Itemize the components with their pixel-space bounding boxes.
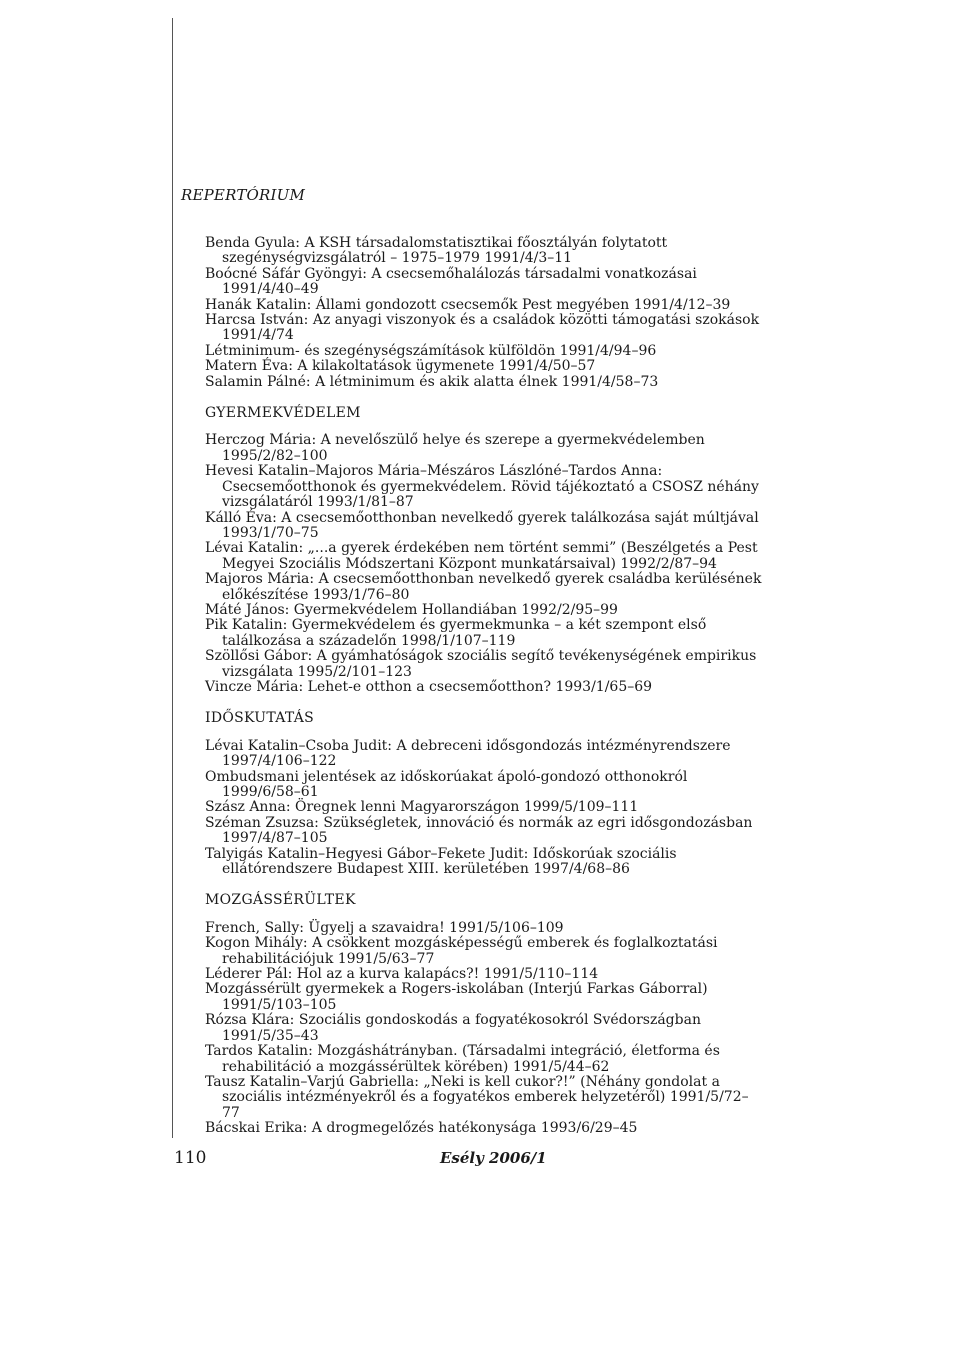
list-item: Harcsa István: Az anyagi viszonyok és a családok közötti támogatási szokások 1991/4/74	[205, 312, 760, 344]
list-item: Mozgássérült gyermekek a Rogers-iskolában (Interjú Farkas Gáborral) 1991/5/103–105	[205, 981, 708, 1013]
list-item: Majoros Mária: A csecsemőotthonban nevelkedő gyerek családba kerülésének előkészítése 1993/1/76–80	[205, 571, 762, 603]
list-item: Hanák Katalin: Állami gondozott csecsemők Pest megyében 1991/4/12–39	[205, 296, 731, 313]
page-header: REPERTÓRIUM	[181, 186, 306, 204]
list-item: Kálló Éva: A csecsemőotthonban nevelkedő gyerek találkozása saját múltjával 1993/1/70–75	[205, 509, 759, 541]
repertory-content	[205, 236, 765, 1137]
list-item: Salamin Pálné: A létminimum és akik alatta élnek 1991/4/58–73	[205, 373, 659, 390]
list-item: Léderer Pál: Hol az a kurva kalapács?! 1991/5/110–114	[205, 966, 599, 983]
list-item: Benda Gyula: A KSH társadalomstatisztikai főosztályán folytatott szegénységvizsgálatról – 1975–1979 1991/4/3–11	[205, 235, 668, 267]
section-general	[205, 236, 765, 390]
list-item: Létminimum- és szegénységszámítások külföldön 1991/4/94–96	[205, 342, 657, 359]
list-item: Vincze Mária: Lehet-e otthon a csecsemőotthon? 1993/1/65–69	[205, 678, 653, 695]
list-item: Bácskai Erika: A drogmegelőzés hatékonysága 1993/6/29–45	[205, 1120, 638, 1137]
list-item: Rózsa Klára: Szociális gondoskodás a fogyatékosokról Svédországban 1991/5/35–43	[205, 1012, 701, 1044]
list-item: Kogon Mihály: A csökkent mozgásképességű emberek és foglalkoztatási rehabilitációjuk 1991/5/63–77	[205, 935, 718, 967]
journal-name: Esély 2006/1	[440, 1149, 547, 1167]
list-item: Boócné Sáfár Gyöngyi: A csecsemőhalálozás társadalmi vonatkozásai 1991/4/40–49	[205, 265, 697, 298]
list-item: French, Sally: Ügyelj a szavaidra! 1991/5/106–109	[205, 919, 564, 936]
margin-rule	[172, 18, 173, 1138]
section-title: MOZGÁSSÉRÜLTEK	[205, 892, 356, 909]
list-item: Tausz Katalin–Varjú Gabriella: „Neki is kell cukor?!” (Néhány gondolat a szociális intézményekről és a fogyatékos emberek helyzetéről) 1991/5/72–77	[205, 1073, 749, 1121]
list-item: Lévai Katalin: „...a gyerek érdekében nem történt semmi” (Beszélgetés a Pest Megyei Szociális Módszertani Központ munkatársaival) 1992/2/87–94	[205, 540, 758, 572]
page-number: 110	[174, 1148, 207, 1168]
list-item: Szöllősi Gábor: A gyámhatóságok szociális segítő tevékenységének empirikus vizsgálata 1995/2/101–123	[205, 648, 757, 680]
list-item: Lévai Katalin–Csoba Judit: A debreceni idősgondozás intézményrendszere 1997/4/106–122	[205, 737, 731, 770]
section-gyermekvedelem	[205, 406, 765, 695]
list-item: Szász Anna: Öregnek lenni Magyarországon 1999/5/109–111	[205, 799, 639, 816]
list-item: Herczog Mária: A nevelőszülő helye és szerepe a gyermekvédelemben 1995/2/82–100	[205, 432, 705, 464]
list-item: Máté János: Gyermekvédelem Hollandiában 1992/2/95–99	[205, 601, 618, 618]
list-item: Hevesi Katalin–Majoros Mária–Mészáros Lászlóné–Tardos Anna: Csecsemőotthonok és gyermekvédelem. Rövid tájékoztató a CSOSZ néhány vizsgálatáról 1993/1/81–87	[205, 463, 759, 511]
list-item: Széman Zsuzsa: Szükségletek, innováció és normák az egri idősgondozásban 1997/4/87–105	[205, 814, 753, 847]
list-item: Pik Katalin: Gyermekvédelem és gyermekmunka – a két szempont első találkozása a századelőn 1998/1/107–119	[205, 617, 707, 649]
list-item: Talyigás Katalin–Hegyesi Gábor–Fekete Judit: Időskorúak szociális ellátórendszere Budapest XIII. kerületében 1997/4/68–86	[205, 845, 677, 878]
section-title: GYERMEKVÉDELEM	[205, 405, 361, 422]
list-item: Ombudsmani jelentések az időskorúakat ápoló-gondozó otthonokról 1999/6/58–61	[205, 768, 688, 800]
section-idoskutatas	[205, 711, 765, 877]
section-title: IDŐSKUTATÁS	[205, 710, 315, 727]
list-item: Matern Éva: A kilakoltatások ügymenete 1991/4/50–57	[205, 358, 596, 375]
section-mozgasserultek	[205, 893, 765, 1136]
list-item: Tardos Katalin: Mozgáshátrányban. (Társadalmi integráció, életforma és rehabilitáció a mozgássérültek körében) 1991/5/44–62	[205, 1043, 720, 1075]
